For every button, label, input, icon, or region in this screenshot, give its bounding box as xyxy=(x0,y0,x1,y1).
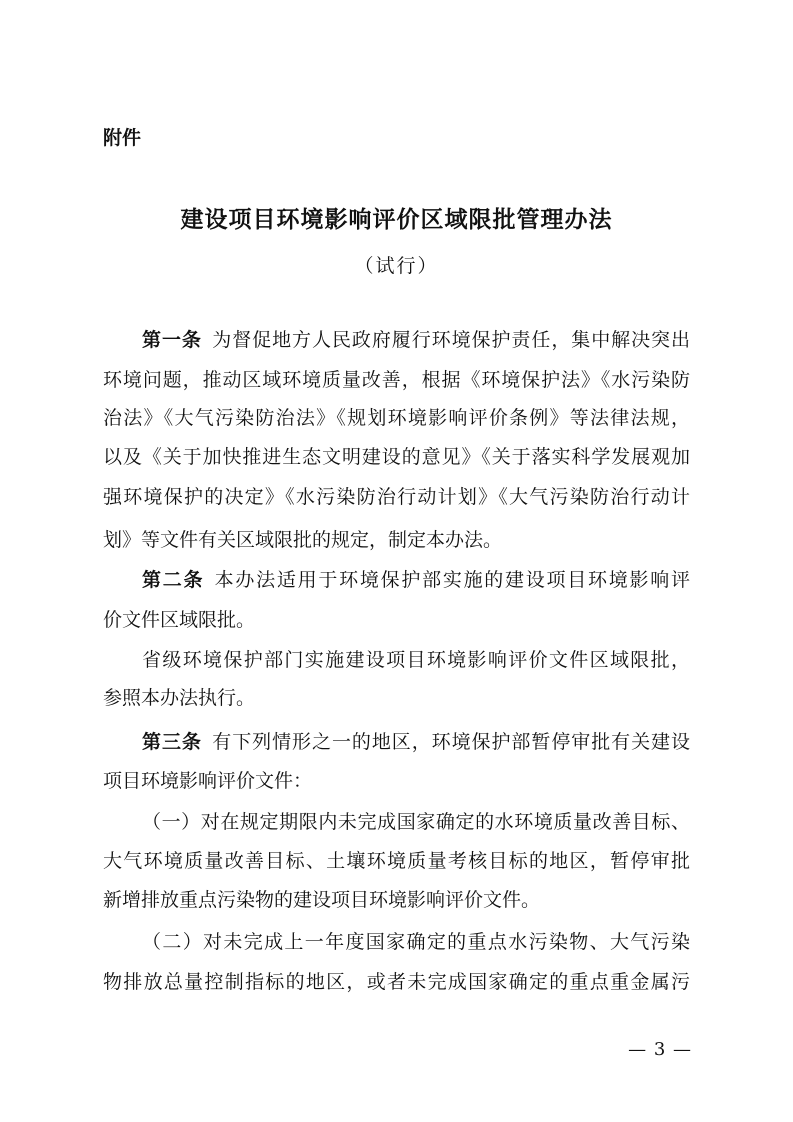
text-line: 价文件区域限批。 xyxy=(103,609,256,631)
document-subtitle: （试行） xyxy=(354,255,439,277)
text-line: 项目环境影响评价文件： xyxy=(103,770,313,792)
article-3-line xyxy=(103,729,690,755)
article-label: 第一条 xyxy=(142,329,202,351)
document-title: 建设项目环境影响评价区域限批管理办法 xyxy=(180,207,613,233)
text-line: 以及《关于加快推进生态文明建设的意见》《关于落实科学发展观加 xyxy=(103,446,690,468)
text-line: 省级环境保护部门实施建设项目环境影响评价文件区域限批， xyxy=(142,649,690,671)
text-line: 治法》《大气污染防治法》《规划环境影响评价条例》等法律法规， xyxy=(103,407,690,429)
article-1-line xyxy=(103,327,690,353)
text-line: 强环境保护的决定》《水污染防治行动计划》《大气污染防治行动计 xyxy=(103,486,690,508)
article-label: 第三条 xyxy=(142,731,202,753)
text-line: 新增排放重点污染物的建设项目环境影响评价文件。 xyxy=(103,889,541,911)
text-line: 划》等文件有关区域限批的规定，制定本办法。 xyxy=(103,529,503,551)
line-text: 本办法适用于环境保护部实施的建设项目环境影响评 xyxy=(214,569,690,591)
article-2-line xyxy=(103,567,690,593)
line-text: 有下列情形之一的地区，环境保护部暂停审批有关建设 xyxy=(212,731,690,753)
attachment-label: 附件 xyxy=(103,127,142,149)
text-line: （二）对未完成上一年度国家确定的重点水污染物、大气污染 xyxy=(142,931,690,953)
text-line: （一）对在规定期限内未完成国家确定的水环境质量改善目标、 xyxy=(142,811,690,833)
page-number: — 3 — xyxy=(628,1039,692,1060)
text-line: 大气环境质量改善目标、土壤环境质量考核目标的地区，暂停审批 xyxy=(103,850,690,872)
text-line: 参照本办法执行。 xyxy=(103,687,256,709)
text-line: 物排放总量控制指标的地区，或者未完成国家确定的重点重金属污 xyxy=(103,971,690,993)
line-text: 为督促地方人民政府履行环境保护责任，集中解决突出 xyxy=(212,329,690,351)
text-line: 环境问题，推动区域环境质量改善，根据《环境保护法》《水污染防 xyxy=(103,369,690,391)
article-label: 第二条 xyxy=(142,569,205,591)
